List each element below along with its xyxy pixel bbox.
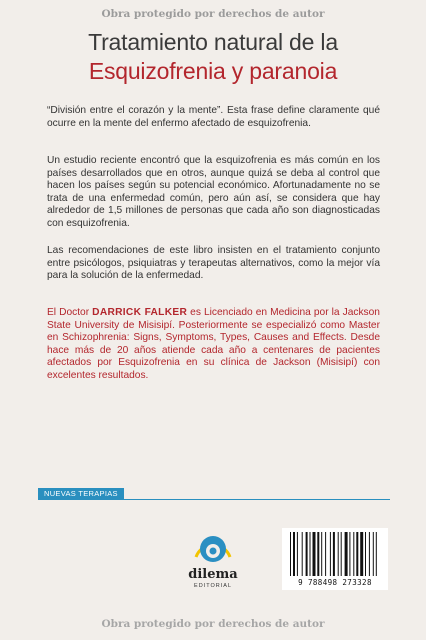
- barcode-bar: [321, 532, 322, 576]
- barcode-bar: [373, 532, 374, 576]
- top-watermark: Obra protegido por derechos de autor: [101, 8, 325, 20]
- barcode-bar: [325, 532, 326, 576]
- barcode-bar: [356, 532, 358, 576]
- bottom-watermark: Obra protegido por derechos de autor: [101, 618, 325, 630]
- isbn-barcode: [282, 528, 388, 590]
- study-paragraph: Un estudio reciente encontró que la esquizofrenia es más común en los países desarrollados que en otros, aunque quizá se deba al control que hacen los países según su potencial económico. Afortunadamente no se trata de una enfermedad común, pero aún así, se considera que hay alrededor de 1,5 millones de personas que cada año son diagnosticadas con esquizofrenia.: [47, 155, 380, 229]
- barcode-bar: [313, 532, 316, 576]
- barcode-bar: [376, 532, 377, 576]
- barcode-bar: [360, 532, 363, 576]
- publisher-subtitle: EDITORIAL: [194, 583, 232, 589]
- author-bio: [47, 307, 380, 383]
- series-divider: [38, 499, 390, 500]
- title-line-1: Tratamiento natural de la: [88, 29, 338, 55]
- barcode-bars: [290, 532, 380, 576]
- barcode-bar: [293, 532, 295, 576]
- barcode-bar: [310, 532, 311, 576]
- barcode-bar: [306, 532, 308, 576]
- recommendations-paragraph: Las recomendaciones de este libro insisten en el tratamiento conjunto entre psicólogos, psiquiatras y terapeutas alternativos, como la mejor vía para la solución de la enfermedad.: [47, 245, 380, 282]
- author-name: DARRICK FALKER: [92, 307, 188, 318]
- barcode-bar: [297, 532, 298, 576]
- author-prefix: El Doctor: [47, 307, 90, 318]
- barcode-bar: [365, 532, 366, 576]
- barcode-digits: 9 788498 273328: [298, 578, 372, 587]
- barcode-bar: [333, 532, 335, 576]
- barcode-bar: [338, 532, 339, 576]
- barcode-bar: [302, 532, 303, 576]
- author-text: es Licenciado en Medicina por la Jackson State University de Misisipí. Posteriormente se especializó como Master en Schizophrenia: Signs, Symptoms, Types, Causes and Effects. Desde hace más de 20 años atiende cada año a centenares de pacientes afectados por Esquizofrenia en su clínica de Jackson (Misisipí) con excelentes resultados.: [47, 307, 380, 381]
- barcode-bar: [317, 532, 319, 576]
- publisher-name: dilema: [188, 567, 238, 582]
- intro-paragraph: “División entre el corazón y la mente”. Esta frase define claramente qué ocurre en la mente del enfermo afectado de esquizofrenia.: [47, 105, 380, 129]
- barcode-bar: [353, 532, 354, 576]
- barcode-bar: [349, 532, 350, 576]
- series-bar: [38, 488, 390, 500]
- barcode-bar: [290, 532, 291, 576]
- barcode-bar: [341, 532, 342, 576]
- series-label: NUEVAS TERAPIAS: [38, 488, 124, 500]
- publisher-logo-icon: [189, 525, 237, 565]
- barcode-bar: [345, 532, 348, 576]
- barcode-bar: [369, 532, 370, 576]
- title-line-2: Esquizofrenia y paranoia: [88, 58, 338, 84]
- barcode-bar: [330, 532, 331, 576]
